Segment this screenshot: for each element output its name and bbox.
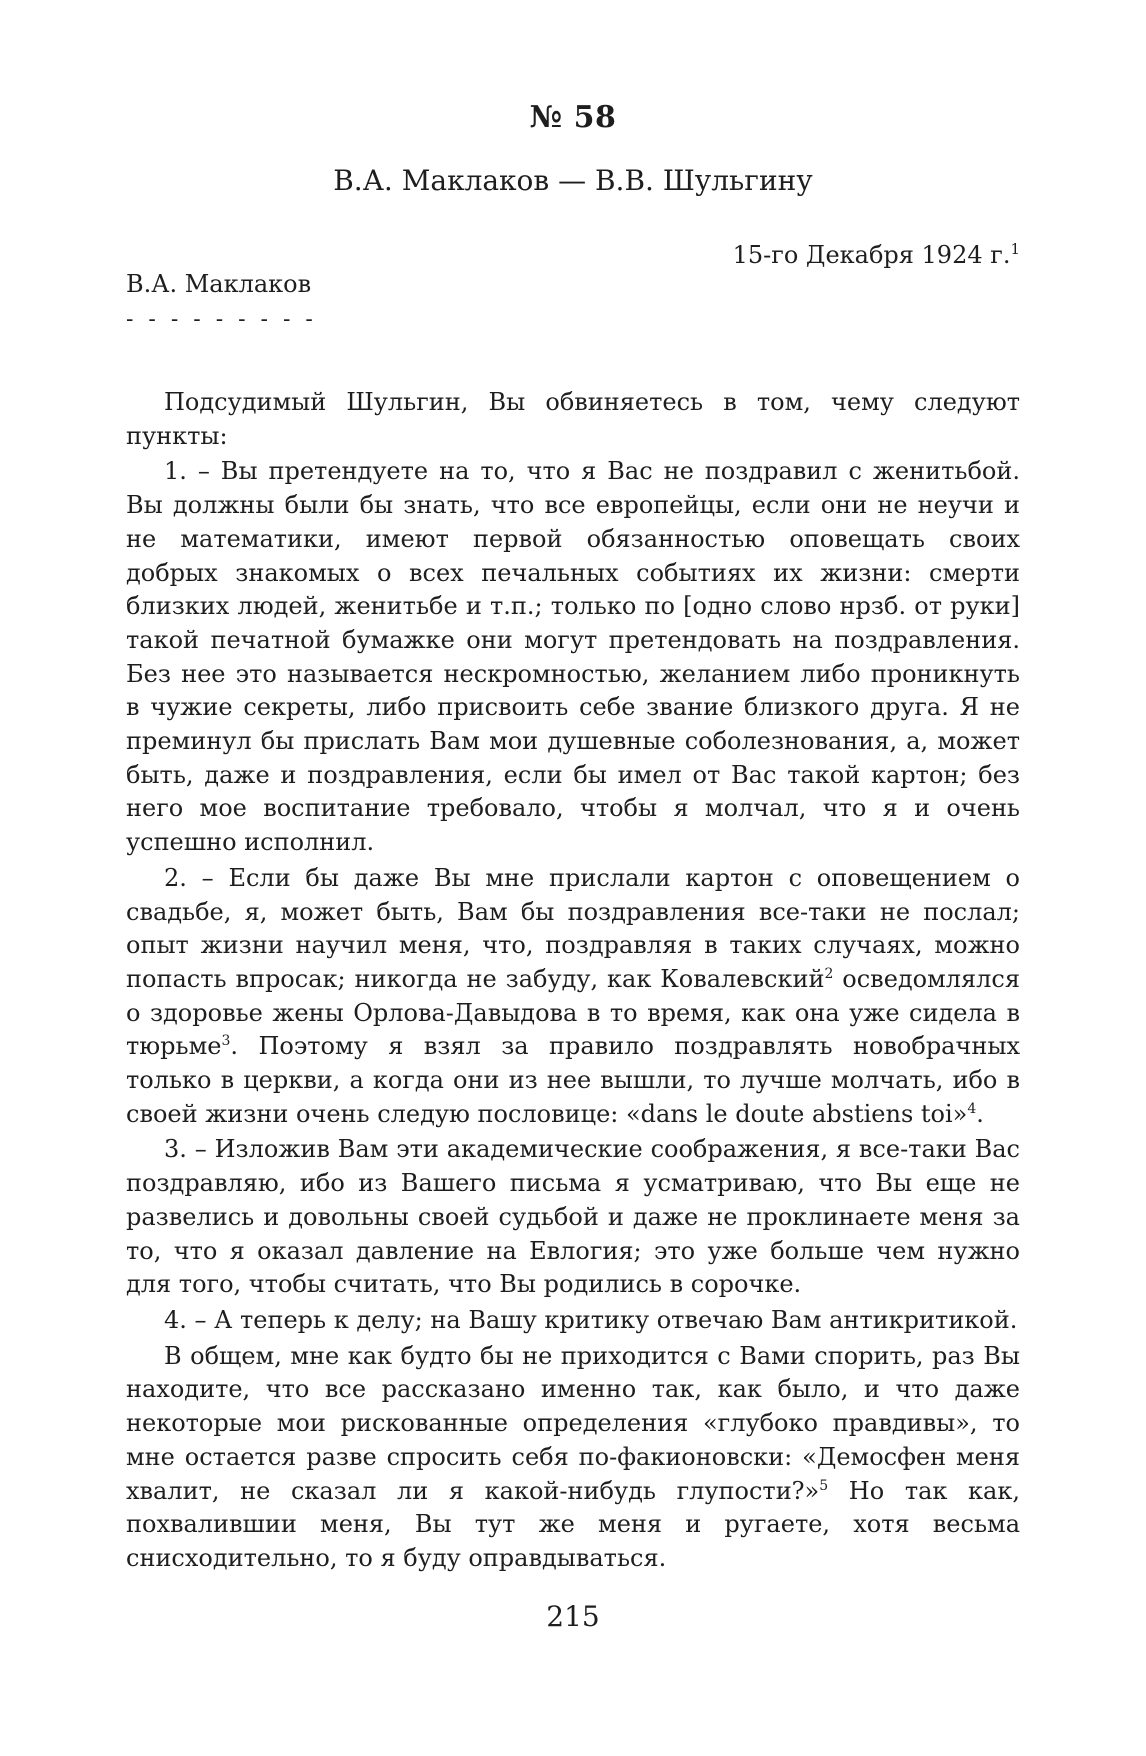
paragraph-point-1: 1. – Вы претендуете на то, что я Вас не поздравил с женитьбой. Вы должны были бы знать, что все европейцы, если они не неучи и не математики, имеют первой обязанностью оповещать своих добрых знакомых о всех печальных событиях их жизни: смерти близких людей, женитьбе и т.п.; только по [одно слово нрзб. от руки] такой печатной бумажке они могут претендовать на поздравления. Без нее это называется нескромностью, желанием либо проникнуть в чужие секреты, либо присвоить себе звание близкого друга. Я не преминул бы прислать Вам мои душевные соболезнования, а, может быть, даже и поздравления, если бы имел от Вас такой картон; без него мое воспитание требовало, чтобы я молчал, что я и очень успешно исполнил. [126, 457, 1020, 857]
paragraph-general [126, 1340, 1020, 1576]
footnote-ref-1: 1 [1010, 240, 1020, 258]
page-number: 215 [546, 1600, 600, 1633]
footnote-ref-3: 3 [221, 1033, 231, 1050]
paragraph-point-3: 3. – Изложив Вам эти академические соображения, я все-таки Вас поздравляю, ибо из Вашего письма я усматриваю, что Вы еще не развелись и довольны своей судьбой и даже не проклинаете меня за то, что я оказал давление на Евлогия; это уже больше чем нужно для того, чтобы считать, что Вы родились в сорочке. [126, 1135, 1020, 1299]
footnote-ref-2: 2 [824, 965, 834, 982]
paragraph-point-2 [126, 862, 1020, 1132]
signature-line: - - - - - - - - - [126, 307, 317, 332]
letter-body [126, 386, 1020, 1578]
paragraph-general-part-b: Но так как, похвалившии меня, Вы тут же меня и ругаете, хотя весьма снисходительно, то я буду оправдываться. [126, 1476, 1020, 1572]
document-number: № 58 [529, 100, 617, 135]
paragraph-point-4: 4. – А теперь к делу; на Вашу критику отвечаю Вам антикритикой. [164, 1305, 1018, 1334]
footnote-ref-4: 4 [967, 1100, 977, 1117]
document-title: В.А. Маклаков — В.В. Шульгину [333, 164, 813, 197]
paragraph-general-part-a: В общем, мне как будто бы не приходится с Вами спорить, раз Вы находите, что все рассказано именно так, как было, и что даже некоторые мои рискованные определения «глубоко правдивы», то мне остается разве спросить себя по-факионовски: «Демосфен меня хвалит, не сказал ли я какой-нибудь глупости?» [126, 1341, 1020, 1505]
letter-date-text: 15-го Декабря 1924 г. [732, 241, 1011, 269]
paragraph-point-2-part-c: . Поэтому я взял за правило поздравлять новобрачных только в церкви, а когда они из нее вышли, то лучше молчать, ибо в своей жизни очень следую пословице: «dans le doute abstiens toi» [126, 1032, 1020, 1128]
letter-date [733, 240, 1020, 269]
footnote-ref-5: 5 [819, 1477, 829, 1494]
paragraph-point-2-part-d: . [976, 1099, 984, 1128]
sender-name: В.А. Маклаков [126, 270, 312, 298]
paragraph-point-2-part-b: осведомлялся о здоровье жены Орлова-Давыдова в то время, как она уже сидела в тюрьме [126, 964, 1021, 1061]
paragraph-point-2-part-a: 2. – Если бы даже Вы мне прислали картон с оповещением о свадьбе, я, может быть, Вам бы поздравления все-таки не послал; опыт жизни научил меня, что, поздравляя в таких случаях, можно попасть впросак; никогда не забуду, как Ковалевский [126, 863, 1020, 993]
paragraph-intro: Подсудимый Шульгин, Вы обвиняетесь в том, чему следуют пункты: [126, 388, 1020, 450]
